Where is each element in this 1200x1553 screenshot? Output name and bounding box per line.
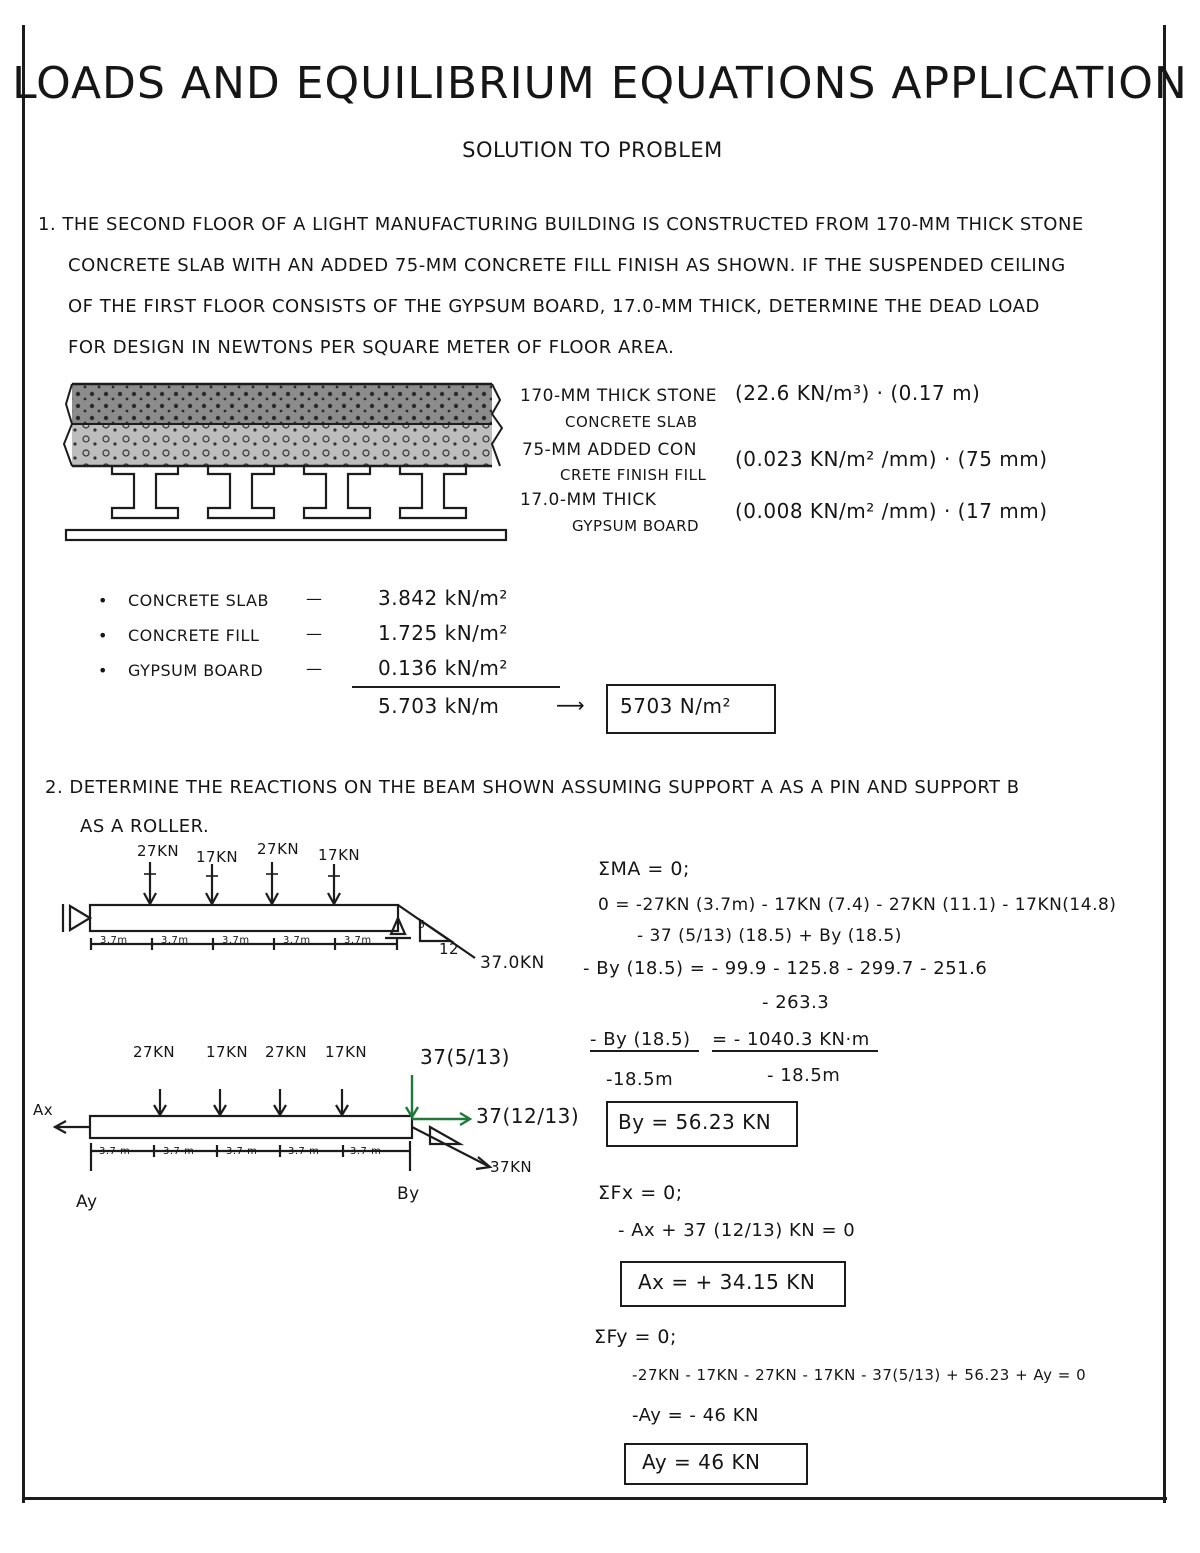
problem1-line: OF THE FIRST FLOOR CONSISTS OF THE GYPSUM BOARD, 17.0-MM THICK, DETERMINE THE DEAD LOAD [68,296,1040,317]
moment-line: - 263.3 [762,992,830,1013]
answer-value: By = 56.23 KN [618,1110,772,1134]
fy-line: -Ay = - 46 KN [632,1405,759,1426]
moment-line: - 37 (5/13) (18.5) + By (18.5) [637,926,902,946]
problem2-line: AS A ROLLER. [80,816,210,837]
vertical-component-label: 37(5/13) [420,1045,510,1069]
moment-line: 0 = -27KN (3.7m) - 17KN (7.4) - 27KN (11.1) - 17KN(14.8) [598,895,1117,915]
layer-label: CONCRETE SLAB [565,413,698,431]
answer-value: 5703 N/m² [620,694,731,718]
ax-label: Ax [33,1101,54,1119]
arrow-right-icon: ⟶ [556,693,586,717]
horizontal-component-label: 37(12/13) [476,1104,580,1128]
load-label: 17KN [325,1043,368,1061]
layer-formula: (0.023 KN/m² /mm) · (75 mm) [735,447,1048,471]
problem1-line: 1. THE SECOND FLOOR OF A LIGHT MANUFACTURING BUILDING IS CONSTRUCTED FROM 170-MM THICK STONE [38,214,1084,235]
layer-label: CRETE FINISH FILL [560,466,707,484]
result-value: 0.136 kN/m² [378,656,508,680]
sum-line [352,686,560,688]
page-subtitle: SOLUTION TO PROBLEM [462,138,723,162]
moment-line: = - 1040.3 KN·m [712,1029,878,1052]
layer-label: GYPSUM BOARD [572,517,700,535]
load-label: 17KN [206,1043,249,1061]
fx-line: - Ax + 37 (12/13) KN = 0 [618,1220,856,1241]
page-title: LOADS AND EQUILIBRIUM EQUATIONS APPLICATION [12,58,1188,109]
fy-line: -27KN - 17KN - 27KN - 17KN - 37(5/13) + 56.23 + Ay = 0 [632,1366,1087,1384]
ay-label: Ay [76,1192,98,1212]
load-label: 17KN [318,846,361,864]
inclined-load-label: 37.0KN [480,953,545,973]
load-label: 17KN [196,848,239,866]
span-label: 3.7m [283,935,311,946]
layer-label: 17.0-MM THICK [520,490,657,510]
answer-value: Ax = + 34.15 KN [638,1270,816,1294]
span-label: 3.7m [100,935,128,946]
problem1-line: CONCRETE SLAB WITH AN ADDED 75-MM CONCRETE FILL FINISH AS SHOWN. IF THE SUSPENDED CEILING [68,255,1066,276]
span-label: 3.7 m [350,1146,382,1157]
problem1-line: FOR DESIGN IN NEWTONS PER SQUARE METER OF FLOOR AREA. [68,337,675,358]
span-label: 3.7 m [226,1146,258,1157]
beam-diagram [55,860,475,970]
moment-line: - 18.5m [767,1065,841,1086]
moment-line: - By (18.5) = - 99.9 - 125.8 - 299.7 - 251.6 [583,958,988,979]
page-border-bottom [22,1497,1167,1500]
fx-heading: ΣFx = 0; [598,1182,683,1204]
fy-heading: ΣFy = 0; [594,1326,677,1348]
bullet-dot: • [98,626,108,645]
span-label: 3.7 m [288,1146,320,1157]
load-label: 27KN [265,1043,308,1061]
layer-formula: (0.008 KN/m² /mm) · (17 mm) [735,499,1048,523]
layer-formula: (22.6 KN/m³) · (0.17 m) [735,381,981,405]
bullet-dot: • [98,591,108,610]
by-label: By [397,1184,420,1204]
span-label: 3.7m [222,935,250,946]
layer-label: 170-MM THICK STONE [520,386,717,406]
span-label: 3.7 m [99,1146,131,1157]
dash: — [306,624,323,643]
load-label: 27KN [133,1043,176,1061]
moment-line: -18.5m [606,1069,674,1090]
problem2-line: 2. DETERMINE THE REACTIONS ON THE BEAM SHOWN ASSUMING SUPPORT A AS A PIN AND SUPPORT B [45,777,1020,798]
result-value: 3.842 kN/m² [378,586,508,610]
load-label: 27KN [257,840,300,858]
span-label: 3.7m [344,935,372,946]
span-label: 3.7m [161,935,189,946]
slope-label: 12 [439,940,460,958]
dash: — [306,589,323,608]
inclined-load-label: 37KN [490,1158,533,1176]
page-border-left [22,25,25,1503]
moment-heading: ΣMA = 0; [598,858,690,880]
dash: — [306,659,323,678]
span-label: 3.7 m [163,1146,195,1157]
result-name: CONCRETE FILL [128,626,260,645]
floor-section-drawing [60,378,510,553]
answer-value: Ay = 46 KN [642,1450,761,1474]
moment-line: - By (18.5) [590,1029,699,1052]
free-body-diagram [50,1075,500,1185]
bullet-dot: • [98,661,108,680]
result-value: 1.725 kN/m² [378,621,508,645]
load-label: 27KN [137,842,180,860]
slope-label: 5 [418,918,426,931]
result-name: GYPSUM BOARD [128,661,264,680]
total-value: 5.703 kN/m [378,694,500,718]
page-border-right [1163,25,1166,1503]
layer-label: 75-MM ADDED CON [522,440,698,460]
result-name: CONCRETE SLAB [128,591,269,610]
